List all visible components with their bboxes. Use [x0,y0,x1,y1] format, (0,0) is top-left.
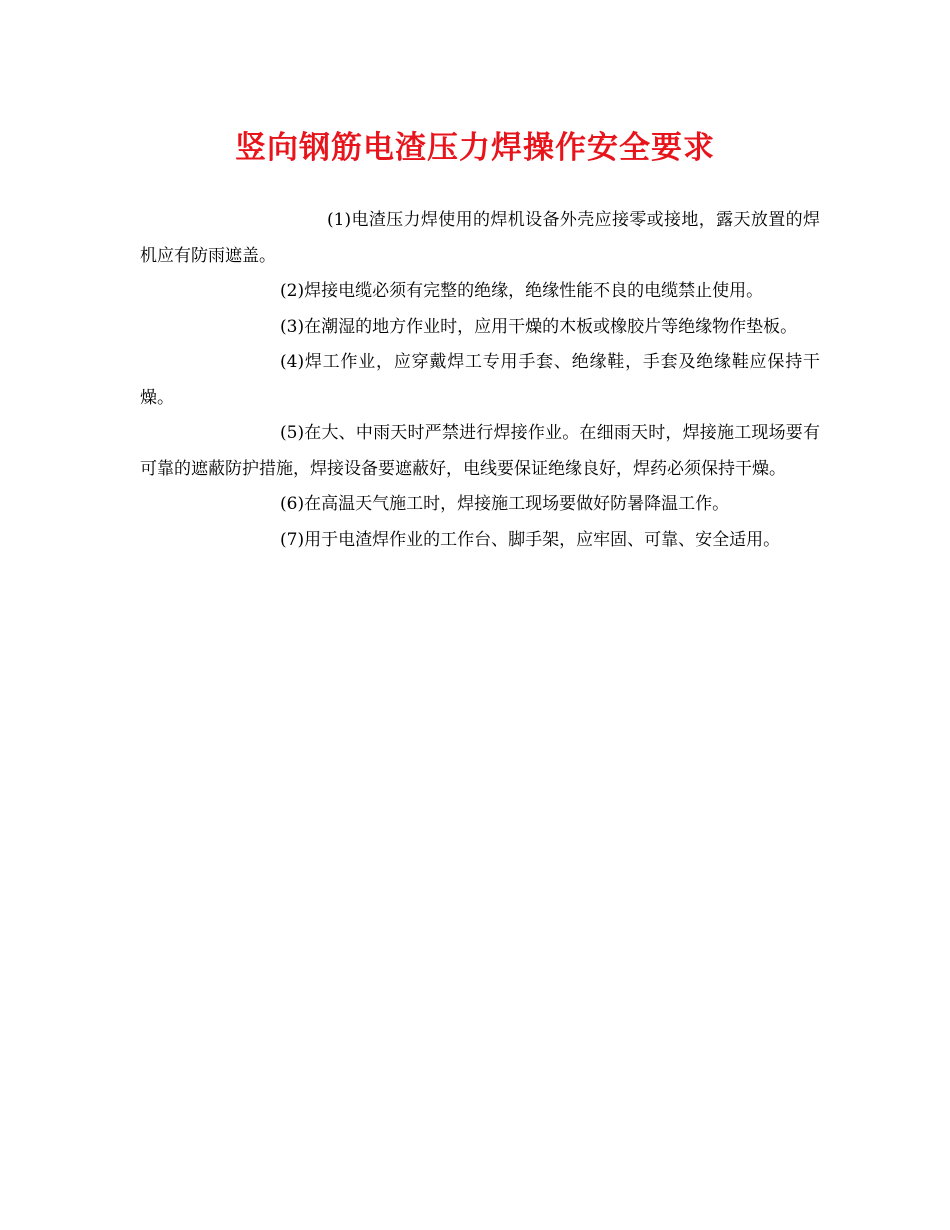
document-title: 竖向钢筋电渣压力焊操作安全要求 [235,130,715,166]
paragraph-4: (4)焊工作业，应穿戴焊工专用手套、绝缘鞋，手套及绝缘鞋应保持干燥。 [140,352,820,408]
paragraph-7: (7)用于电渣焊作业的工作台、脚手架，应牢固、可靠、安全适用。 [280,529,781,550]
paragraph-6: (6)在高温天气施工时，焊接施工现场要做好防暑降温工作。 [280,494,730,514]
paragraph-1: (1)电渣压力焊使用的焊机设备外壳应接零或接地，露天放置的焊机应有防雨遮盖。 [140,210,820,266]
document-body [140,203,820,558]
paragraph-3: (3)在潮湿的地方作业时，应用干燥的木板或橡胶片等绝缘物作垫板。 [280,316,798,337]
paragraph-5: (5)在大、中雨天时严禁进行焊接作业。在细雨天时，焊接施工现场要有可靠的遮蔽防护措施，焊接设备要遮蔽好，电线要保证绝缘良好，焊药必须保持干燥。 [140,423,820,479]
paragraph-2: (2)焊接电缆必须有完整的绝缘，绝缘性能不良的电缆禁止使用。 [280,281,764,301]
